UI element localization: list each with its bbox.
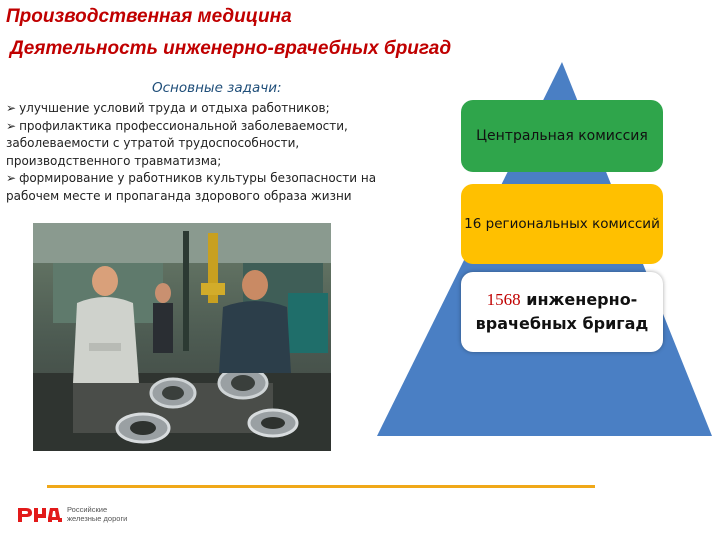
brigades-label: инженерно-врачебных бригад <box>475 290 649 333</box>
task-item: ➢ формирование у работников культуры безопасности на рабочем месте и пропаганда здорового образа жизни <box>6 171 377 203</box>
engineering-medical-brigades-box <box>461 272 663 352</box>
central-commission-box: Центральная комиссия <box>461 100 663 172</box>
footer-divider <box>47 485 595 488</box>
arrow-bullet-icon: ➢ <box>6 118 17 133</box>
workers-photo <box>33 223 331 451</box>
rzd-logo-icon <box>16 504 64 524</box>
tasks-heading: Основные задачи: <box>152 80 282 96</box>
logo-line1: Российские <box>67 505 108 514</box>
arrow-bullet-icon: ➢ <box>6 101 17 115</box>
task-item: ➢ профилактика профессиональной заболеваемости, заболеваемости с утратой трудоспособности, производственного травматизма; <box>6 118 348 168</box>
arrow-bullet-icon: ➢ <box>6 171 17 185</box>
brigades-count: 1568 <box>486 290 521 309</box>
task-item: ➢ улучшение условий труда и отдыха работников; <box>6 101 330 115</box>
page-title: Производственная медицина <box>6 6 292 27</box>
rzd-logo <box>16 504 127 524</box>
logo-line2: железные дороги <box>67 514 128 523</box>
regional-commissions-box: 16 региональных комиссий <box>461 184 663 264</box>
page-subtitle-title: Деятельность инженерно-врачебных бригад <box>10 38 452 59</box>
